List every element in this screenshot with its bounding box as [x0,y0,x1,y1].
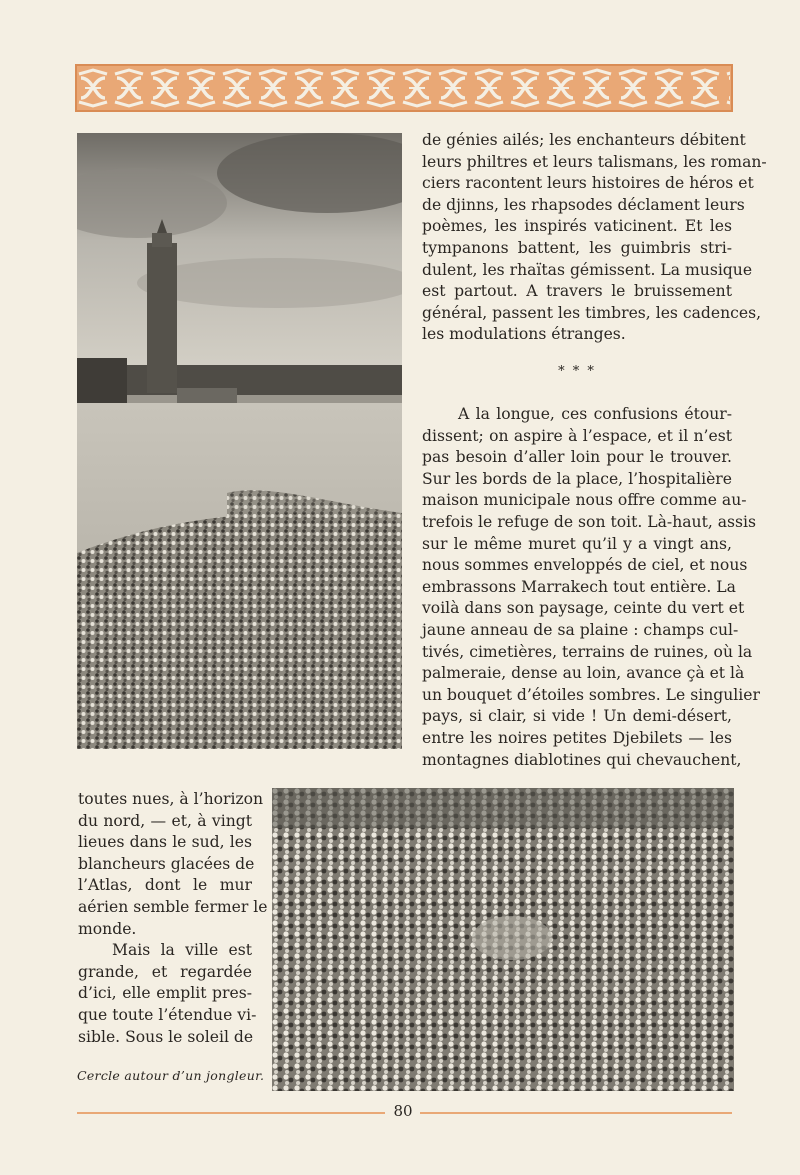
text-line: toutes nues, à l’horizon [78,790,264,808]
text-line: montagnes diablotines qui chevauchent, [422,750,742,769]
text-line: voilà dans son paysage, ceinte du vert et [422,599,745,618]
text-line: aérien semble fermer le [78,897,268,916]
text-line: monde. [78,919,137,938]
text-line: ciers racontent leurs histoires de héros et [422,174,754,193]
text-line: jaune anneau de sa plaine : champs cul- [422,620,739,639]
text-line: sible. Sous le soleil de [78,1027,254,1046]
text-line: tympanons battent, les guimbris stri- [422,238,732,257]
text-line: leurs philtres et leurs talismans, les roman- [422,152,767,171]
text-line: poèmes, les inspirés vaticinent. Et les [422,217,732,236]
text-line: est partout. A travers le bruissement [422,282,732,301]
text-line: d’ici, elle emplit pres- [78,984,252,1003]
text-line: A la longue, ces confusions étour- [458,405,732,423]
text-line: tivés, cimetières, terrains de ruines, où la [422,642,753,661]
text-line: entre les noires petites Djebilets — les [422,728,732,747]
text-line: général, passent les timbres, les cadences, [422,303,762,322]
text-line: dissent; on aspire à l’espace, et il n’est [422,426,732,445]
photo-koutoubia-square [77,133,402,749]
asterism-separator [552,364,602,388]
text-line: du nord, — et, à vingt [78,811,252,830]
text-line: de djinns, les rhapsodes déclament leurs [422,195,745,214]
text-line: les modulations étranges. [422,325,626,344]
text-line: trefois le refuge de son toit. Là-haut, assis [422,512,757,531]
body-text-top [422,130,767,346]
text-line: blancheurs glacées de [78,854,255,873]
text-line: un bouquet d’étoiles sombres. Le singulier [422,685,760,704]
separator-text: * * * [558,364,596,379]
text-line: pays, si clair, si vide ! Un demi-désert, [422,707,732,726]
footer-rule-left [77,1112,385,1114]
text-line: Mais la ville est [112,941,252,960]
photo-crowd-circle [272,788,734,1091]
text-line: nous sommes enveloppés de ciel, et nous [422,556,748,575]
text-line: dulent, les rhaïtas gémissent. La musique [422,260,753,279]
text-line: de génies ailés; les enchanteurs débitent [422,131,746,149]
text-line: embrassons Marrakech tout entière. La [422,577,736,596]
body-text-middle [422,404,760,771]
text-line: grande, et regardée [78,962,252,981]
text-line: Sur les bords de la place, l’hospitalière [422,469,732,488]
photo-caption: Cercle autour d’un jongleur. [77,1068,265,1083]
text-line: pas besoin d’aller loin pour le trouver. [422,448,732,467]
text-line: maison municipale nous offre comme au- [422,491,747,510]
footer-rule-right [420,1112,732,1114]
text-line: lieues dans le sud, les [78,833,252,852]
body-text-left [78,789,268,1048]
ornamental-header-band [75,64,733,112]
text-line: sur le même muret qu’il y a vingt ans, [422,534,732,553]
text-line: palmeraie, dense au loin, avance çà et là [422,664,745,683]
text-line: l’Atlas, dont le mur [78,876,252,895]
text-line: que toute l’étendue vi- [78,1005,257,1024]
page-number: 80 [393,1102,413,1120]
